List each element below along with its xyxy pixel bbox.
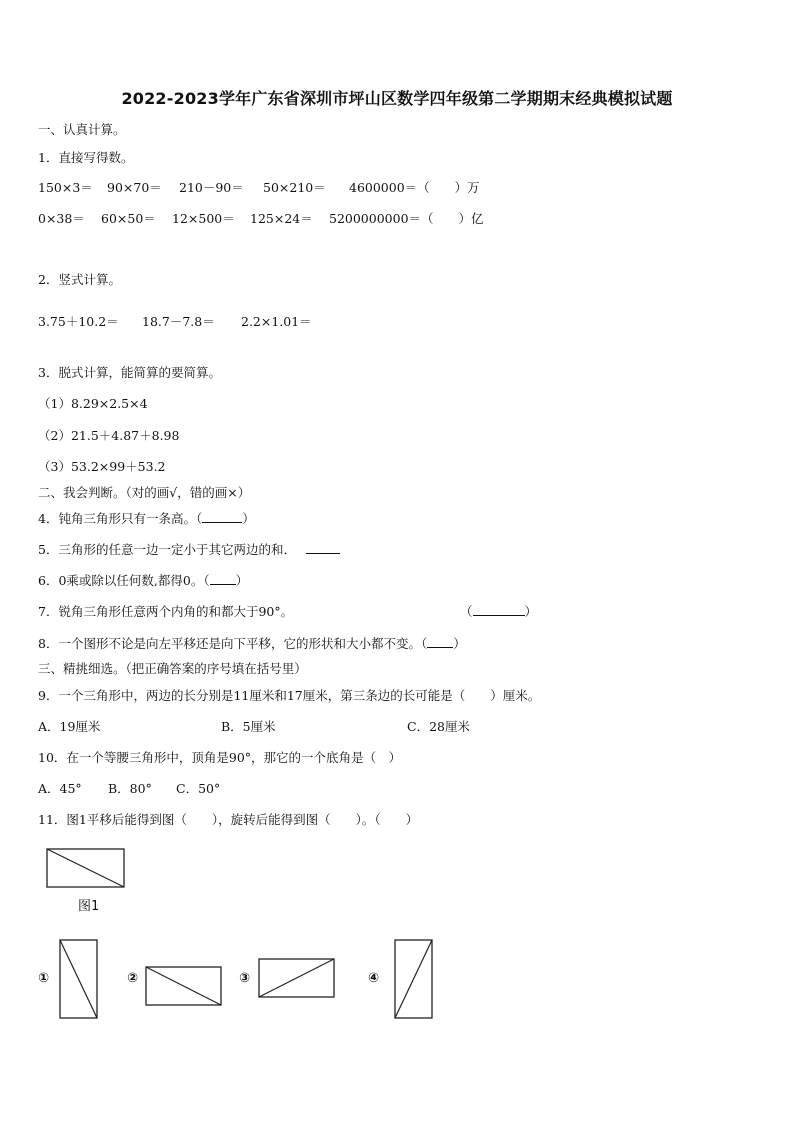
option-4-label: ④ (368, 971, 380, 986)
question-6 (38, 571, 248, 589)
question-4 (38, 509, 255, 527)
q5-text: 5．三角形的任意一边一定小于其它两边的和． (38, 542, 296, 557)
q3-item: （1）8.29×2.5×4 (38, 396, 148, 411)
q7-close: ） (524, 604, 538, 619)
option-1-figure[interactable] (59, 939, 99, 1021)
q7-answer (460, 602, 537, 620)
option-2-figure[interactable] (145, 966, 223, 1008)
question-8 (38, 634, 466, 652)
option-a[interactable]: A．45° (38, 781, 82, 796)
q1-item: 125×24＝ (250, 211, 313, 226)
q7-text: 7．锐角三角形任意两个内角的和都大于90°。 (38, 604, 294, 619)
option-c[interactable]: C．28厘米 (407, 719, 470, 734)
question-11: 11．图1平移后能得到图（ ），旋转后能得到图（ ）。（ ） (38, 812, 419, 827)
option-2-label: ② (127, 971, 139, 986)
q6-close: ） (235, 573, 249, 588)
option-3-label: ③ (239, 971, 251, 986)
page-title: 2022-2023学年广东省深圳市坪山区数学四年级第二学期期末经典模拟试题 (121, 89, 673, 108)
figure-1-rectangle (46, 848, 126, 890)
answer-blank[interactable] (473, 603, 525, 616)
q1-item: 90×70＝ (107, 180, 162, 195)
q4-close: ） (242, 511, 255, 526)
q1-item: 60×50＝ (101, 211, 156, 226)
q1-item: 150×3＝ (38, 180, 93, 195)
option-3-figure[interactable] (258, 958, 336, 1000)
answer-blank[interactable] (306, 541, 340, 554)
question-9: 9．一个三角形中，两边的长分别是11厘米和17厘米，第三条边的长可能是（ ）厘米。 (38, 688, 541, 703)
question-5 (38, 540, 340, 558)
section-2-heading: 二、我会判断。（对的画√，错的画×） (38, 485, 251, 500)
q2-item: 2.2×1.01＝ (241, 314, 312, 329)
q1-item: 4600000＝（ ）万 (349, 180, 480, 195)
answer-blank[interactable] (210, 572, 236, 585)
question-2: 2．竖式计算。 (38, 272, 121, 287)
q8-close: ） (453, 636, 466, 651)
option-b[interactable]: B．5厘米 (221, 719, 276, 734)
option-4-figure[interactable] (394, 939, 434, 1021)
q1-item: 5200000000＝（ ）亿 (329, 211, 484, 226)
section-1-heading: 一、认真计算。 (38, 122, 126, 137)
figure-1-caption: 图1 (78, 899, 100, 914)
q8-text: 8．一个图形不论是向左平移还是向下平移，它的形状和大小都不变。（ (38, 636, 428, 651)
q2-item: 18.7－7.8＝ (142, 314, 215, 329)
q3-item: （3）53.2×99＋53.2 (38, 459, 166, 474)
q1-item: 210－90＝ (179, 180, 244, 195)
question-7 (38, 602, 293, 620)
q6-text: 6．0乘或除以任何数,都得0。（ (38, 573, 210, 588)
question-10: 10．在一个等腰三角形中，顶角是90°，那它的一个底角是（ ） (38, 750, 402, 765)
section-3-heading: 三、精挑细选。（把正确答案的序号填在括号里） (38, 661, 307, 676)
question-1: 1．直接写得数。 (38, 150, 134, 165)
q2-item: 3.75＋10.2＝ (38, 314, 119, 329)
answer-blank[interactable] (427, 635, 453, 648)
question-3: 3．脱式计算，能简算的要简算。 (38, 365, 221, 380)
option-a[interactable]: A．19厘米 (38, 719, 101, 734)
q1-item: 12×500＝ (172, 211, 235, 226)
answer-blank[interactable] (202, 510, 242, 523)
option-c[interactable]: C．50° (176, 781, 221, 796)
option-b[interactable]: B．80° (108, 781, 152, 796)
q1-item: 0×38＝ (38, 211, 85, 226)
q4-text: 4．钝角三角形只有一条高。（ (38, 511, 203, 526)
q3-item: （2）21.5＋4.87＋8.98 (38, 428, 180, 443)
option-1-label: ① (38, 971, 50, 986)
q7-open: （ (460, 604, 473, 619)
q1-item: 50×210＝ (263, 180, 326, 195)
